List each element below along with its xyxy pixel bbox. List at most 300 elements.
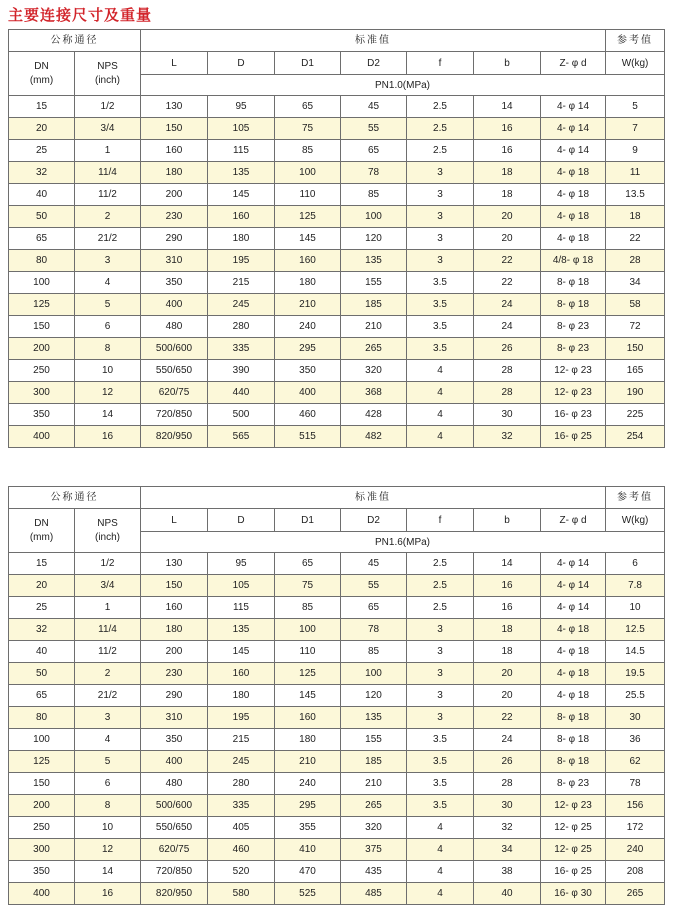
cell-z: 4- φ 18 xyxy=(541,228,606,250)
cell-d: 460 xyxy=(208,839,275,861)
cell-nps: 10 xyxy=(75,817,141,839)
cell-w: 190 xyxy=(606,382,665,404)
cell-dn: 65 xyxy=(9,228,75,250)
table-row xyxy=(9,707,665,729)
cell-dn: 150 xyxy=(9,316,75,338)
cell-l: 290 xyxy=(141,228,208,250)
table-row xyxy=(9,619,665,641)
cell-w: 208 xyxy=(606,861,665,883)
cell-f: 2.5 xyxy=(407,553,474,575)
cell-nps: 8 xyxy=(75,338,141,360)
cell-l: 180 xyxy=(141,162,208,184)
cell-b: 20 xyxy=(474,663,541,685)
cell-w: 25.5 xyxy=(606,685,665,707)
cell-l: 200 xyxy=(141,641,208,663)
page-title: 主要连接尺寸及重量 xyxy=(8,6,153,24)
cell-f: 3 xyxy=(407,250,474,272)
cell-d: 160 xyxy=(208,663,275,685)
cell-l: 480 xyxy=(141,316,208,338)
cell-d2: 120 xyxy=(341,685,407,707)
cell-dn: 65 xyxy=(9,685,75,707)
cell-w: 254 xyxy=(606,426,665,448)
table-row xyxy=(9,795,665,817)
cell-b: 18 xyxy=(474,184,541,206)
cell-z: 16- φ 25 xyxy=(541,426,606,448)
cell-b: 20 xyxy=(474,685,541,707)
cell-f: 3 xyxy=(407,641,474,663)
cell-w: 78 xyxy=(606,773,665,795)
cell-b: 14 xyxy=(474,553,541,575)
table-row xyxy=(9,839,665,861)
cell-w: 14.5 xyxy=(606,641,665,663)
cell-d1: 145 xyxy=(275,685,341,707)
cell-dn: 300 xyxy=(9,839,75,861)
cell-nps: 1/2 xyxy=(75,553,141,575)
cell-z: 4- φ 18 xyxy=(541,685,606,707)
cell-d2: 85 xyxy=(341,641,407,663)
col-d1-header: D1 xyxy=(275,52,341,75)
cell-f: 3 xyxy=(407,184,474,206)
cell-d: 215 xyxy=(208,729,275,751)
cell-d2: 65 xyxy=(341,140,407,162)
cell-d: 245 xyxy=(208,751,275,773)
cell-b: 32 xyxy=(474,426,541,448)
cell-z: 4- φ 14 xyxy=(541,597,606,619)
cell-z: 8- φ 18 xyxy=(541,707,606,729)
cell-nps: 10 xyxy=(75,360,141,382)
table-row xyxy=(9,663,665,685)
cell-nps: 1 xyxy=(75,597,141,619)
cell-d1: 100 xyxy=(275,162,341,184)
cell-d: 145 xyxy=(208,641,275,663)
col-b-header: b xyxy=(474,52,541,75)
cell-b: 16 xyxy=(474,597,541,619)
cell-dn: 50 xyxy=(9,663,75,685)
cell-d2: 210 xyxy=(341,773,407,795)
cell-nps: 1/2 xyxy=(75,96,141,118)
cell-z: 16- φ 25 xyxy=(541,861,606,883)
group-nominal-header: 公称通径 xyxy=(9,487,141,509)
cell-d1: 525 xyxy=(275,883,341,905)
cell-z: 4/8- φ 18 xyxy=(541,250,606,272)
cell-b: 26 xyxy=(474,338,541,360)
cell-d: 335 xyxy=(208,795,275,817)
cell-dn: 400 xyxy=(9,883,75,905)
cell-nps: 1 xyxy=(75,140,141,162)
cell-b: 30 xyxy=(474,795,541,817)
cell-z: 12- φ 23 xyxy=(541,382,606,404)
cell-z: 8- φ 23 xyxy=(541,773,606,795)
cell-w: 172 xyxy=(606,817,665,839)
cell-f: 4 xyxy=(407,404,474,426)
cell-b: 32 xyxy=(474,817,541,839)
table-row xyxy=(9,162,665,184)
cell-l: 550/650 xyxy=(141,360,208,382)
table-row xyxy=(9,206,665,228)
cell-d: 145 xyxy=(208,184,275,206)
table-row xyxy=(9,228,665,250)
col-z-header: Z- φ d xyxy=(541,52,606,75)
cell-w: 5 xyxy=(606,96,665,118)
cell-dn: 80 xyxy=(9,250,75,272)
table-row xyxy=(9,140,665,162)
cell-d1: 160 xyxy=(275,250,341,272)
cell-d: 580 xyxy=(208,883,275,905)
table-row xyxy=(9,553,665,575)
cell-d1: 515 xyxy=(275,426,341,448)
pressure-rating: PN1.6(MPa) xyxy=(141,532,665,553)
cell-z: 4- φ 14 xyxy=(541,118,606,140)
cell-nps: 5 xyxy=(75,751,141,773)
group-nominal-header: 公称通径 xyxy=(9,30,141,52)
cell-b: 24 xyxy=(474,316,541,338)
cell-dn: 15 xyxy=(9,553,75,575)
cell-f: 3.5 xyxy=(407,773,474,795)
spec-table-pn10 xyxy=(8,29,665,448)
cell-w: 18 xyxy=(606,206,665,228)
cell-f: 2.5 xyxy=(407,597,474,619)
cell-f: 3 xyxy=(407,228,474,250)
cell-z: 4- φ 14 xyxy=(541,575,606,597)
col-d2-header: D2 xyxy=(341,509,407,532)
cell-d: 95 xyxy=(208,96,275,118)
cell-dn: 80 xyxy=(9,707,75,729)
cell-w: 240 xyxy=(606,839,665,861)
cell-d1: 110 xyxy=(275,641,341,663)
cell-f: 4 xyxy=(407,861,474,883)
col-d2-header: D2 xyxy=(341,52,407,75)
cell-d2: 78 xyxy=(341,619,407,641)
cell-w: 10 xyxy=(606,597,665,619)
cell-w: 156 xyxy=(606,795,665,817)
cell-l: 230 xyxy=(141,206,208,228)
cell-z: 8- φ 18 xyxy=(541,751,606,773)
cell-f: 2.5 xyxy=(407,140,474,162)
col-w-header: W(kg) xyxy=(606,509,665,532)
cell-d2: 210 xyxy=(341,316,407,338)
cell-nps: 4 xyxy=(75,729,141,751)
cell-w: 11 xyxy=(606,162,665,184)
cell-d1: 240 xyxy=(275,773,341,795)
cell-d2: 368 xyxy=(341,382,407,404)
cell-z: 4- φ 14 xyxy=(541,96,606,118)
cell-d: 160 xyxy=(208,206,275,228)
cell-d2: 100 xyxy=(341,663,407,685)
cell-b: 26 xyxy=(474,751,541,773)
cell-nps: 21/2 xyxy=(75,685,141,707)
cell-f: 3.5 xyxy=(407,272,474,294)
cell-z: 16- φ 23 xyxy=(541,404,606,426)
cell-nps: 8 xyxy=(75,795,141,817)
cell-w: 225 xyxy=(606,404,665,426)
cell-w: 58 xyxy=(606,294,665,316)
cell-d1: 295 xyxy=(275,338,341,360)
cell-d: 180 xyxy=(208,685,275,707)
spec-table-pn16 xyxy=(8,486,665,905)
cell-f: 3 xyxy=(407,685,474,707)
cell-l: 230 xyxy=(141,663,208,685)
cell-l: 130 xyxy=(141,553,208,575)
cell-z: 8- φ 18 xyxy=(541,729,606,751)
cell-d1: 470 xyxy=(275,861,341,883)
cell-d1: 100 xyxy=(275,619,341,641)
cell-z: 4- φ 18 xyxy=(541,663,606,685)
cell-d2: 482 xyxy=(341,426,407,448)
cell-b: 24 xyxy=(474,294,541,316)
cell-d: 520 xyxy=(208,861,275,883)
table-row xyxy=(9,96,665,118)
cell-l: 820/950 xyxy=(141,426,208,448)
cell-d1: 210 xyxy=(275,751,341,773)
cell-l: 310 xyxy=(141,707,208,729)
col-b-header: b xyxy=(474,509,541,532)
cell-b: 14 xyxy=(474,96,541,118)
cell-b: 30 xyxy=(474,404,541,426)
cell-nps: 11/4 xyxy=(75,619,141,641)
table-row xyxy=(9,118,665,140)
cell-nps: 14 xyxy=(75,404,141,426)
cell-b: 34 xyxy=(474,839,541,861)
cell-b: 28 xyxy=(474,773,541,795)
cell-dn: 150 xyxy=(9,773,75,795)
cell-w: 9 xyxy=(606,140,665,162)
cell-nps: 21/2 xyxy=(75,228,141,250)
cell-w: 30 xyxy=(606,707,665,729)
cell-d2: 155 xyxy=(341,729,407,751)
cell-b: 16 xyxy=(474,118,541,140)
col-dn-header: DN (mm) xyxy=(9,52,75,96)
cell-z: 4- φ 14 xyxy=(541,140,606,162)
cell-d2: 120 xyxy=(341,228,407,250)
col-d1-header: D1 xyxy=(275,509,341,532)
cell-d1: 65 xyxy=(275,553,341,575)
cell-f: 3.5 xyxy=(407,294,474,316)
cell-nps: 2 xyxy=(75,663,141,685)
cell-z: 8- φ 23 xyxy=(541,338,606,360)
cell-d2: 100 xyxy=(341,206,407,228)
cell-dn: 25 xyxy=(9,140,75,162)
cell-l: 500/600 xyxy=(141,795,208,817)
cell-d: 95 xyxy=(208,553,275,575)
cell-dn: 20 xyxy=(9,118,75,140)
cell-f: 3 xyxy=(407,162,474,184)
cell-d2: 45 xyxy=(341,553,407,575)
cell-d: 565 xyxy=(208,426,275,448)
cell-d1: 350 xyxy=(275,360,341,382)
cell-f: 2.5 xyxy=(407,96,474,118)
cell-l: 620/75 xyxy=(141,382,208,404)
cell-d2: 155 xyxy=(341,272,407,294)
table-row xyxy=(9,426,665,448)
cell-z: 16- φ 30 xyxy=(541,883,606,905)
cell-d1: 145 xyxy=(275,228,341,250)
group-standard-header: 标准值 xyxy=(141,30,606,52)
cell-d: 405 xyxy=(208,817,275,839)
cell-z: 4- φ 18 xyxy=(541,619,606,641)
cell-d1: 75 xyxy=(275,118,341,140)
cell-b: 28 xyxy=(474,382,541,404)
cell-f: 2.5 xyxy=(407,118,474,140)
cell-dn: 200 xyxy=(9,795,75,817)
cell-b: 18 xyxy=(474,162,541,184)
cell-l: 350 xyxy=(141,272,208,294)
cell-d2: 78 xyxy=(341,162,407,184)
cell-w: 22 xyxy=(606,228,665,250)
cell-w: 62 xyxy=(606,751,665,773)
cell-b: 16 xyxy=(474,140,541,162)
cell-w: 165 xyxy=(606,360,665,382)
col-f-header: f xyxy=(407,509,474,532)
cell-f: 3.5 xyxy=(407,729,474,751)
cell-l: 500/600 xyxy=(141,338,208,360)
cell-dn: 40 xyxy=(9,641,75,663)
cell-d: 245 xyxy=(208,294,275,316)
cell-d2: 428 xyxy=(341,404,407,426)
col-z-header: Z- φ d xyxy=(541,509,606,532)
cell-d2: 435 xyxy=(341,861,407,883)
cell-d2: 320 xyxy=(341,817,407,839)
cell-nps: 3 xyxy=(75,250,141,272)
cell-d: 195 xyxy=(208,250,275,272)
cell-dn: 15 xyxy=(9,96,75,118)
table-row xyxy=(9,184,665,206)
cell-d: 115 xyxy=(208,597,275,619)
cell-f: 3.5 xyxy=(407,751,474,773)
cell-l: 400 xyxy=(141,294,208,316)
cell-d1: 125 xyxy=(275,206,341,228)
table-row xyxy=(9,316,665,338)
table-row xyxy=(9,338,665,360)
cell-d: 280 xyxy=(208,773,275,795)
table-row xyxy=(9,751,665,773)
cell-l: 720/850 xyxy=(141,404,208,426)
cell-d1: 180 xyxy=(275,729,341,751)
cell-z: 4- φ 14 xyxy=(541,553,606,575)
cell-nps: 11/2 xyxy=(75,641,141,663)
cell-d1: 85 xyxy=(275,140,341,162)
cell-w: 13.5 xyxy=(606,184,665,206)
cell-d1: 240 xyxy=(275,316,341,338)
cell-nps: 11/4 xyxy=(75,162,141,184)
cell-z: 12- φ 23 xyxy=(541,360,606,382)
cell-w: 150 xyxy=(606,338,665,360)
cell-dn: 200 xyxy=(9,338,75,360)
cell-z: 8- φ 18 xyxy=(541,272,606,294)
group-reference-header: 参考值 xyxy=(606,30,665,52)
cell-z: 12- φ 25 xyxy=(541,839,606,861)
cell-l: 180 xyxy=(141,619,208,641)
table-row xyxy=(9,597,665,619)
table-row xyxy=(9,272,665,294)
cell-d: 180 xyxy=(208,228,275,250)
cell-nps: 16 xyxy=(75,883,141,905)
cell-l: 200 xyxy=(141,184,208,206)
cell-l: 150 xyxy=(141,575,208,597)
cell-d1: 410 xyxy=(275,839,341,861)
col-f-header: f xyxy=(407,52,474,75)
col-w-header: W(kg) xyxy=(606,52,665,75)
cell-dn: 300 xyxy=(9,382,75,404)
cell-l: 310 xyxy=(141,250,208,272)
cell-dn: 250 xyxy=(9,817,75,839)
cell-f: 3.5 xyxy=(407,338,474,360)
cell-l: 130 xyxy=(141,96,208,118)
cell-f: 3.5 xyxy=(407,795,474,817)
cell-l: 480 xyxy=(141,773,208,795)
cell-f: 3 xyxy=(407,663,474,685)
cell-w: 36 xyxy=(606,729,665,751)
cell-nps: 5 xyxy=(75,294,141,316)
cell-f: 4 xyxy=(407,883,474,905)
table-row xyxy=(9,685,665,707)
cell-d: 390 xyxy=(208,360,275,382)
cell-d1: 180 xyxy=(275,272,341,294)
cell-d2: 185 xyxy=(341,294,407,316)
cell-d2: 265 xyxy=(341,338,407,360)
cell-nps: 4 xyxy=(75,272,141,294)
cell-l: 550/650 xyxy=(141,817,208,839)
cell-d2: 135 xyxy=(341,250,407,272)
cell-d: 115 xyxy=(208,140,275,162)
cell-dn: 20 xyxy=(9,575,75,597)
col-d-header: D xyxy=(208,52,275,75)
cell-dn: 250 xyxy=(9,360,75,382)
cell-d: 135 xyxy=(208,162,275,184)
cell-d2: 485 xyxy=(341,883,407,905)
table-row xyxy=(9,360,665,382)
cell-l: 620/75 xyxy=(141,839,208,861)
cell-d1: 210 xyxy=(275,294,341,316)
cell-d: 105 xyxy=(208,575,275,597)
cell-z: 12- φ 25 xyxy=(541,817,606,839)
table-row xyxy=(9,817,665,839)
cell-f: 4 xyxy=(407,382,474,404)
cell-f: 2.5 xyxy=(407,575,474,597)
cell-f: 4 xyxy=(407,426,474,448)
group-standard-header: 标准值 xyxy=(141,487,606,509)
cell-nps: 12 xyxy=(75,839,141,861)
cell-z: 4- φ 18 xyxy=(541,162,606,184)
cell-dn: 40 xyxy=(9,184,75,206)
cell-z: 4- φ 18 xyxy=(541,641,606,663)
cell-l: 400 xyxy=(141,751,208,773)
cell-d2: 135 xyxy=(341,707,407,729)
cell-nps: 6 xyxy=(75,773,141,795)
cell-b: 22 xyxy=(474,272,541,294)
col-l-header: L xyxy=(141,52,208,75)
cell-d2: 45 xyxy=(341,96,407,118)
cell-w: 19.5 xyxy=(606,663,665,685)
cell-d1: 75 xyxy=(275,575,341,597)
cell-nps: 3/4 xyxy=(75,575,141,597)
cell-w: 28 xyxy=(606,250,665,272)
cell-f: 3 xyxy=(407,206,474,228)
cell-d2: 375 xyxy=(341,839,407,861)
cell-d1: 160 xyxy=(275,707,341,729)
cell-dn: 350 xyxy=(9,861,75,883)
cell-w: 7.8 xyxy=(606,575,665,597)
cell-d2: 65 xyxy=(341,597,407,619)
cell-nps: 14 xyxy=(75,861,141,883)
cell-b: 24 xyxy=(474,729,541,751)
group-reference-header: 参考值 xyxy=(606,487,665,509)
cell-b: 40 xyxy=(474,883,541,905)
col-dn-header: DN (mm) xyxy=(9,509,75,553)
cell-d1: 65 xyxy=(275,96,341,118)
table-row xyxy=(9,294,665,316)
table-row xyxy=(9,773,665,795)
cell-dn: 32 xyxy=(9,162,75,184)
